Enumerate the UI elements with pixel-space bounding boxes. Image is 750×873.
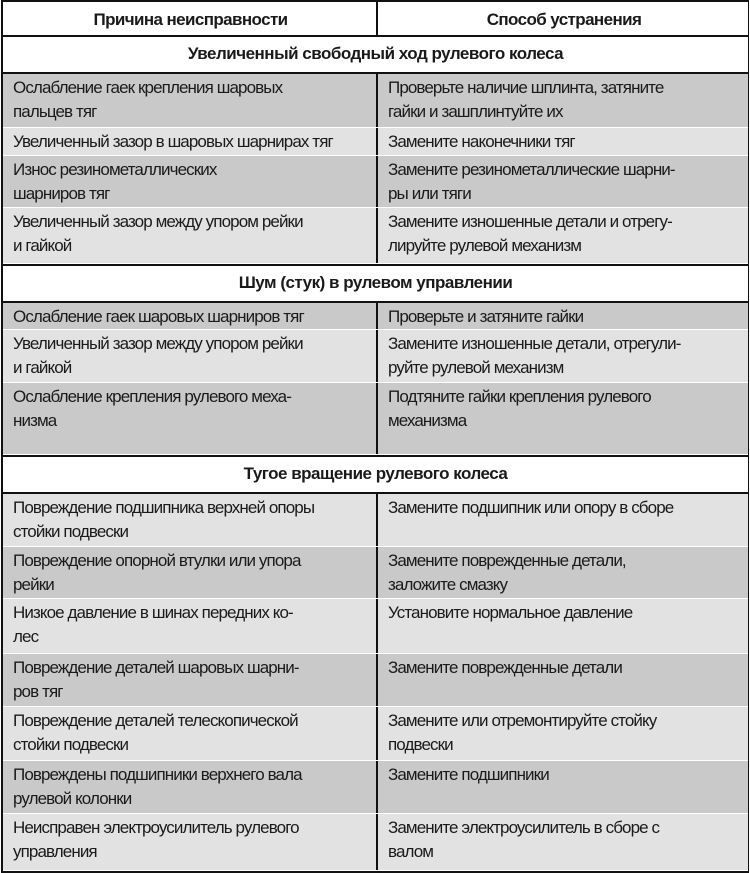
table-header [3,2,748,37]
table-row [3,303,748,330]
table-row [3,383,748,455]
table-row [3,128,748,156]
table-row [3,761,748,814]
remedy-cell: Проверьте наличие шплинта, затяните гайки и зашплинтуйте их [388,78,664,121]
cause-cell: Увеличенный зазор между упором рейки и гайкой [3,208,378,263]
section-title: Тугое вращение рулевого колеса [3,455,748,494]
cause-cell: Низкое давление в шинах передних ко- лес [3,599,378,653]
table-row [3,707,748,761]
table-row [3,654,748,707]
cause-cell: Повреждение деталей телескопической стойки подвески [3,707,378,760]
remedy-cell: Замените изношенные детали и отрегу- лируйте рулевой механизм [388,212,672,255]
table-row [3,494,748,547]
remedy-cell: Замените подшипник или опору в сборе [388,498,674,517]
table-row [3,156,748,208]
cause-cell: Неисправен электроусилитель рулевого управления [3,814,378,870]
cause-cell: Повреждение деталей шаровых шарни- ров тяг [3,654,378,706]
remedy-cell: Замените подшипники [388,765,549,784]
cause-cell: Ослабление гаек крепления шаровых пальцев тяг [3,74,378,127]
remedy-cell: Проверьте и затяните гайки [388,307,584,326]
table-row [3,74,748,128]
section-title: Увеличенный свободный ход рулевого колеса [3,37,748,74]
cause-cell: Повреждены подшипники верхнего вала рулевой колонки [3,761,378,813]
cause-cell: Износ резинометаллических шарниров тяг [3,156,378,207]
section-title: Шум (стук) в рулевом управлении [3,264,748,303]
remedy-cell: Замените поврежденные детали [388,658,622,677]
remedy-cell: Подтяните гайки крепления рулевого механизма [388,387,651,430]
table-row [3,330,748,383]
table-row [3,208,748,264]
header-cause: Причина неисправности [3,2,378,35]
table-row [3,599,748,654]
cause-cell: Ослабление гаек шаровых шарниров тяг [3,303,378,329]
header-remedy: Способ устранения [486,10,642,29]
cause-cell: Увеличенный зазор в шаровых шарнирах тяг [3,128,378,155]
remedy-cell: Замените электроусилитель в сборе с валом [388,818,660,861]
remedy-cell: Замените изношенные детали, отрегули- руйте рулевой механизм [388,334,681,377]
cause-cell: Повреждение подшипника верхней опоры стойки подвески [3,494,378,546]
troubleshooting-table [1,0,749,873]
table-row [3,814,748,871]
cause-cell: Увеличенный зазор между упором рейки и гайкой [3,330,378,382]
remedy-cell: Установите нормальное давление [388,603,633,622]
cause-cell: Ослабление крепления рулевого меха- низма [3,383,378,454]
cause-cell: Повреждение опорной втулки или упора рейки [3,547,378,598]
remedy-cell: Замените поврежденные детали, заложите смазку [388,551,626,594]
table-row [3,547,748,599]
remedy-cell: Замените резинометаллические шарни- ры или тяги [388,160,675,203]
remedy-cell: Замените наконечники тяг [388,132,575,151]
remedy-cell: Замените или отремонтируйте стойку подвески [388,711,657,754]
